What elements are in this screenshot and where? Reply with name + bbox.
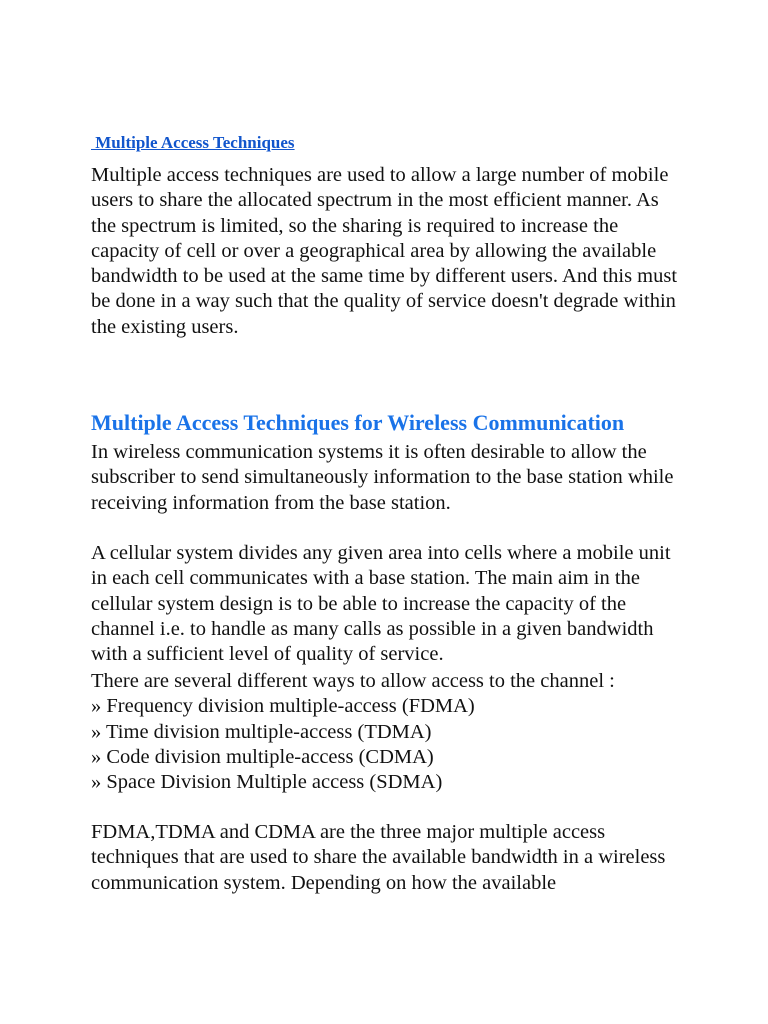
list-item: » Time division multiple-access (TDMA) bbox=[91, 720, 432, 743]
access-methods-list bbox=[91, 669, 615, 795]
section-paragraph-1: In wireless communication systems it is often desirable to allow the subscriber to send simultaneously information to the base station while receiving information from the base station. bbox=[91, 441, 674, 514]
list-item: » Space Division Multiple access (SDMA) bbox=[91, 771, 443, 794]
title-link[interactable]: Multiple Access Techniques bbox=[91, 133, 295, 152]
section-paragraph-3: FDMA,TDMA and CDMA are the three major multiple access techniques that are used to share the available bandwidth in a wireless communication system. Depending on how the available bbox=[91, 821, 666, 894]
section-heading: Multiple Access Techniques for Wireless Communication bbox=[91, 410, 625, 435]
section-paragraph-2: A cellular system divides any given area into cells where a mobile unit in each cell communicates with a base station. The main aim in the cellular system design is to be able to increase the capacity of the channel i.e. to handle as many calls as possible in a given bandwidth with a sufficient level of quality of service. bbox=[91, 542, 671, 666]
list-intro: There are several different ways to allow access to the channel : bbox=[91, 670, 615, 692]
list-item: » Code division multiple-access (CDMA) bbox=[91, 745, 434, 768]
intro-paragraph: Multiple access techniques are used to allow a large number of mobile users to share the allocated spectrum in the most efficient manner. As the spectrum is limited, so the sharing is required to increase the capacity of cell or over a geographical area by allowing the available bandwidth to be used at the same time by different users. And this must be done in a way such that the quality of service doesn't degrade within the existing users. bbox=[91, 164, 678, 338]
list-item: » Frequency division multiple-access (FDMA) bbox=[91, 695, 475, 718]
